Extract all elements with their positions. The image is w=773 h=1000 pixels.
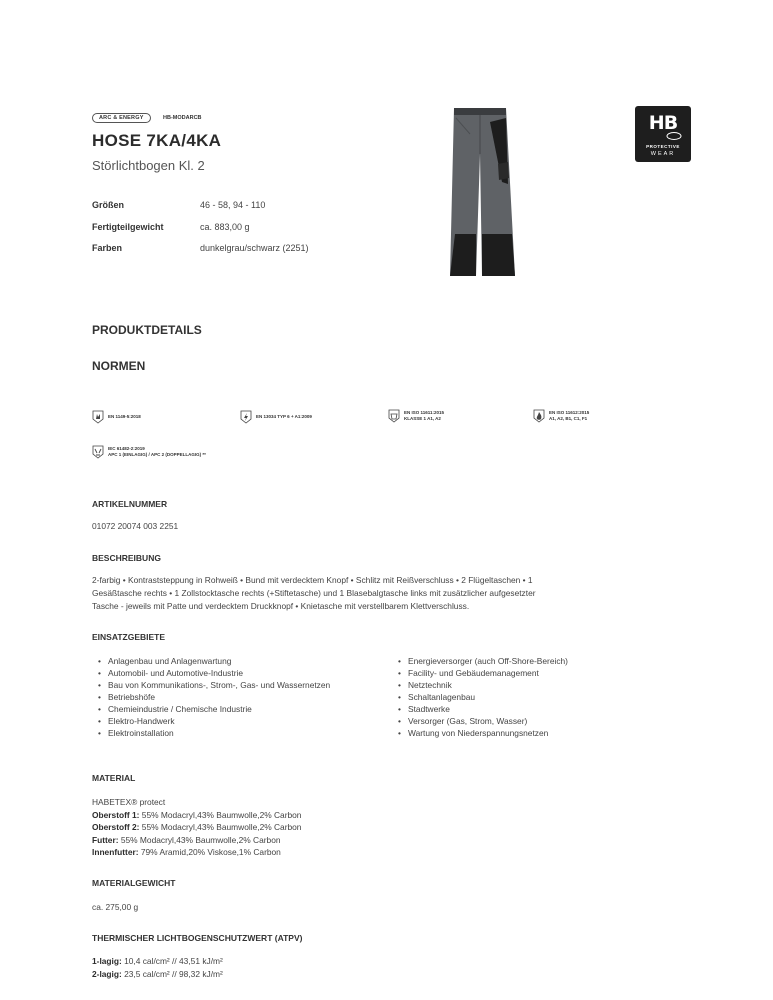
- list-item: • Schaltanlagenbau: [408, 691, 708, 703]
- material-heading: MATERIAL: [92, 773, 136, 783]
- category-tag: ARC & ENERGY: [92, 113, 151, 123]
- logo-letters: HB: [648, 112, 678, 134]
- material-line: [92, 846, 301, 859]
- beschreibung-line: Tasche - jeweils mit Patte und verdecktem Druckknopf • Knietasche mit verstellbarem Klettverschluss.: [92, 601, 470, 611]
- product-title: HOSE 7KA/4KA: [92, 131, 222, 150]
- norm-text: EN 1149-5:2018: [108, 414, 141, 419]
- spec-label-colors: Farben: [92, 243, 123, 253]
- atpv-line-label: 1-lagig:: [92, 956, 122, 966]
- material-line-label: Oberstoff 1:: [92, 809, 140, 820]
- materialgewicht-value: ca. 275,00 g: [92, 902, 139, 912]
- flame-shirt-icon: [388, 409, 400, 423]
- norm-item: [92, 445, 206, 459]
- materialgewicht-heading: MATERIALGEWICHT: [92, 878, 176, 888]
- list-item: • Bau von Kommunikations-, Strom-, Gas- und Wassernetzen: [108, 679, 348, 691]
- list-item: • Chemieindustrie / Chemische Industrie: [108, 703, 348, 715]
- einsatz-list-right: [396, 655, 708, 739]
- material-line-value: 55% Modacryl,43% Baumwolle,2% Carbon: [118, 834, 281, 845]
- artikelnummer-heading: ARTIKELNUMMER: [92, 499, 168, 509]
- atpv-line-label: 2-lagig:: [92, 968, 122, 979]
- atpv-line: [92, 968, 223, 981]
- norm-item: [533, 409, 589, 423]
- norm-text: EN ISO 11612:2015: [549, 410, 590, 415]
- atpv-block: [92, 955, 223, 980]
- einsatz-list-left: [96, 655, 348, 739]
- spec-label-weight: Fertigteilgewicht: [92, 222, 164, 232]
- list-item: • Stadtwerke: [408, 703, 708, 715]
- material-line-value: 55% Modacryl,43% Baumwolle,2% Carbon: [139, 809, 302, 820]
- norm-item: [92, 410, 141, 424]
- product-image-pants: [440, 104, 530, 284]
- material-line: [92, 821, 301, 834]
- norm-subtext: A1, A2, B1, C1, F1: [549, 416, 588, 421]
- spec-value-sizes: 46 - 58, 94 - 110: [200, 200, 266, 210]
- spec-label-sizes: Größen: [92, 200, 125, 210]
- material-line-value: 55% Modacryl,43% Baumwolle,2% Carbon: [139, 822, 302, 832]
- list-item: • Netztechnik: [408, 679, 708, 691]
- category-header: [92, 106, 202, 124]
- logo-swoosh-icon: [665, 131, 683, 141]
- list-item: • Energieversorger (auch Off-Shore-Bereich): [408, 655, 708, 667]
- material-line-value: 79% Aramid,20% Viskose,1% Carbon: [138, 847, 281, 857]
- material-line-label: Oberstoff 2:: [92, 822, 140, 832]
- material-brand: HABETEX® protect: [92, 797, 166, 807]
- material-line: [92, 834, 301, 847]
- list-item: • Elektro-Handwerk: [108, 715, 348, 727]
- einsatzgebiete-heading: EINSATZGEBIETE: [92, 632, 166, 642]
- list-item: • Facility- und Gebäudemanagement: [408, 667, 708, 679]
- logo-line2: WEAR: [650, 151, 676, 157]
- list-item: • Versorger (Gas, Strom, Wasser): [408, 715, 708, 727]
- norm-text: EN 13034 TYP 6 + A1:2009: [256, 414, 312, 419]
- flame-icon: [533, 409, 545, 423]
- product-code: HB-MODARCB: [163, 115, 202, 121]
- lightning-shirt-icon: [240, 410, 252, 424]
- atpv-heading: THERMISCHER LICHTBOGENSCHUTZWERT (ATPV): [92, 933, 303, 943]
- norm-text: IEC 61482-2:2019: [108, 446, 145, 451]
- material-block: [92, 796, 301, 859]
- norm-item: [240, 410, 312, 424]
- logo-line1: PROTECTIVE: [646, 144, 680, 149]
- list-item: • Wartung von Niederspannungsnetzen: [408, 727, 708, 739]
- material-line: [92, 809, 301, 822]
- spec-value-weight: ca. 883,00 g: [200, 222, 250, 232]
- norm-text: EN ISO 11611:2015: [404, 410, 445, 415]
- spec-value-colors: dunkelgrau/schwarz (2251): [200, 243, 309, 253]
- list-item: • Elektroinstallation: [108, 727, 348, 739]
- norm-subtext: APC 1 (EINLAGIG) / APC 2 (DOPPELLAGIG) **: [108, 452, 206, 457]
- product-subtitle: Störlichtbogen Kl. 2: [92, 158, 205, 173]
- hb-logo: [635, 106, 691, 162]
- material-line-label: Innenfutter:: [92, 847, 139, 857]
- atpv-line-value: 10,4 cal/cm² // 43,51 kJ/m²: [121, 956, 223, 966]
- atpv-line: [92, 955, 223, 968]
- beschreibung-line: Gesäßtasche rechts • 1 Zollstocktasche rechts (+Stiftetasche) und 1 Blasebalgtasche links mit zusätzlicher aufgesetzter: [92, 588, 536, 598]
- arc-icon: [92, 445, 104, 459]
- norm-subtext: KLASSE 1 A1, A2: [404, 416, 441, 421]
- list-item: • Betriebshöfe: [108, 691, 348, 703]
- fire-glove-icon: [92, 410, 104, 424]
- material-line-label: Futter:: [92, 834, 119, 845]
- list-item: • Automobil- und Automotive-Industrie: [108, 667, 348, 679]
- norm-item: [388, 409, 444, 423]
- atpv-line-value: 23,5 cal/cm² // 98,32 kJ/m²: [121, 968, 223, 979]
- normen-heading: NORMEN: [92, 359, 146, 373]
- artikelnummer-value: 01072 20074 003 2251: [92, 521, 179, 531]
- list-item: • Anlagenbau und Anlagenwartung: [108, 655, 348, 667]
- produktdetails-heading: PRODUKTDETAILS: [92, 323, 202, 337]
- beschreibung-heading: BESCHREIBUNG: [92, 553, 161, 563]
- beschreibung-line: 2-farbig • Kontraststeppung in Rohweiß • Bund mit verdecktem Knopf • Schlitz mit Reißverschluss • 2 Flügeltaschen • 1: [92, 575, 533, 585]
